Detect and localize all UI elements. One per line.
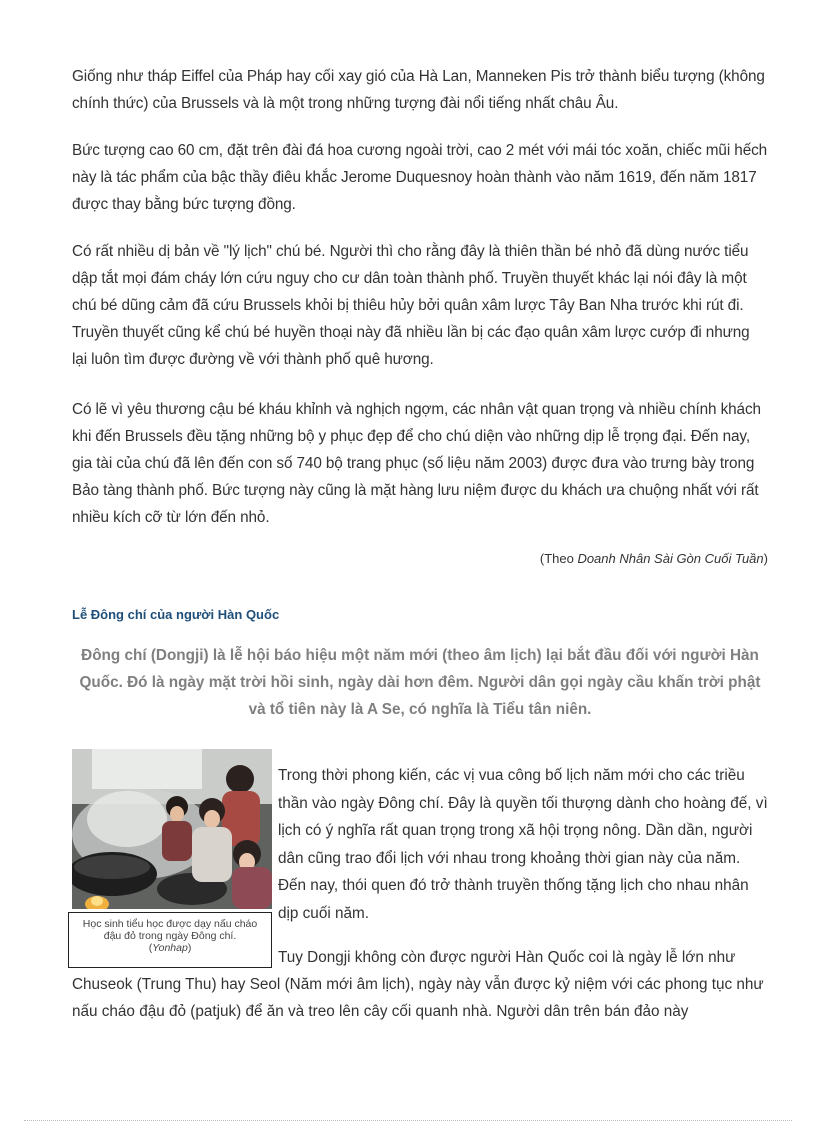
article-source <box>540 551 768 566</box>
caption-text: Học sinh tiểu học được dạy nấu cháo đậu đỏ trong ngày Đông chí. <box>82 918 258 942</box>
section-title: Lễ Đông chí của người Hàn Quốc <box>72 607 280 622</box>
source-close: ) <box>763 551 768 566</box>
photo-credit: Yonhap <box>152 942 188 954</box>
caption-credit-open: ( <box>148 942 153 954</box>
article-photo <box>72 749 272 909</box>
caption-credit-close: ) <box>187 942 192 954</box>
paragraph-calendar-tradition: Trong thời phong kiến, các vị vua công bố lịch năm mới cho các triều thần vào ngày Đông chí. Đây là quyền tối thượng dành cho hoàng đế, vì lịch có ý nghĩa rất quan trọng trong xã hội trọng nông. Dần dần, người dân cũng trao đổi lịch với nhau trong khoảng thời gian này của năm. Đến nay, thói quen đó trở thành truyền thống tặng lịch cho nhau nhân dịp cuối năm. <box>278 767 768 922</box>
photo-caption <box>68 912 272 968</box>
page-bottom-divider <box>24 1120 792 1121</box>
section-lead: Đông chí (Dongji) là lễ hội báo hiệu một năm mới (theo âm lịch) lại bắt đầu đối với người Hàn Quốc. Đó là ngày mặt trời hồi sinh, ngày dài hơn đêm. Người dân gọi ngày cầu khấn trời phật và tổ tiên này là A Se, có nghĩa là Tiểu tân niên. <box>79 647 761 718</box>
paragraph-eiffel-comparison: Giống như tháp Eiffel của Pháp hay cối xay gió của Hà Lan, Manneken Pis trở thành biểu tượng (không chính thức) của Brussels và là một trong những tượng đài nổi tiếng nhất châu Âu. <box>72 68 765 112</box>
paragraph-statue-description: Bức tượng cao 60 cm, đặt trên đài đá hoa cương ngoài trời, cao 2 mét với mái tóc xoăn, chiếc mũi hếch này là tác phẩm của bậc thầy điêu khắc Jerome Duquesnoy hoàn thành vào năm 1619, đến năm 1817 được thay bằng bức tượng đồng. <box>72 142 768 213</box>
paragraph-dongji-customs: Chuseok (Trung Thu) hay Seol (Năm mới âm lịch), ngày này vẫn được kỷ niệm với các phong tục như nấu cháo đậu đỏ (patjuk) để ăn và treo lên cây cối quanh nhà. Người dân trên bán đảo này <box>72 976 764 1020</box>
source-publication: Doanh Nhân Sài Gòn Cuối Tuần <box>577 551 764 566</box>
paragraph-legends: Có rất nhiều dị bản về "lý lịch" chú bé. Người thì cho rằng đây là thiên thần bé nhỏ đã dùng nước tiểu dập tắt mọi đám cháy lớn cứu nguy cho cư dân toàn thành phố. Truyền thuyết khác lại nói đây là một chú bé dũng cảm đã cứu Brussels khỏi bị thiêu hủy bởi quân xâm lược Tây Ban Nha trước khi rút đi. Truyền thuyết cũng kể chú bé huyền thoại này đã nhiều lần bị các đạo quân xâm lược cướp đi nhưng lại luôn tìm được đường về với thành phố quê hương. <box>72 243 750 368</box>
paragraph-costumes: Có lẽ vì yêu thương cậu bé kháu khỉnh và nghịch ngợm, các nhân vật quan trọng và nhiều chính khách khi đến Brussels đều tặng những bộ y phục đẹp để cho chú diện vào những dịp lễ trọng đại. Đến nay, gia tài của chú đã lên đến con số 740 bộ trang phục (số liệu năm 2003) được đưa vào trưng bày trong Bảo tàng thành phố. Bức tượng này cũng là mặt hàng lưu niệm được du khách ưa chuộng nhất với rất nhiều kích cỡ từ lớn đến nhỏ. <box>72 401 761 526</box>
source-open: (Theo <box>539 551 578 566</box>
paragraph-dongji-first-line: Tuy Dongji không còn được người Hàn Quốc coi là ngày lễ lớn như <box>278 949 736 966</box>
photo-illustration <box>72 749 272 909</box>
